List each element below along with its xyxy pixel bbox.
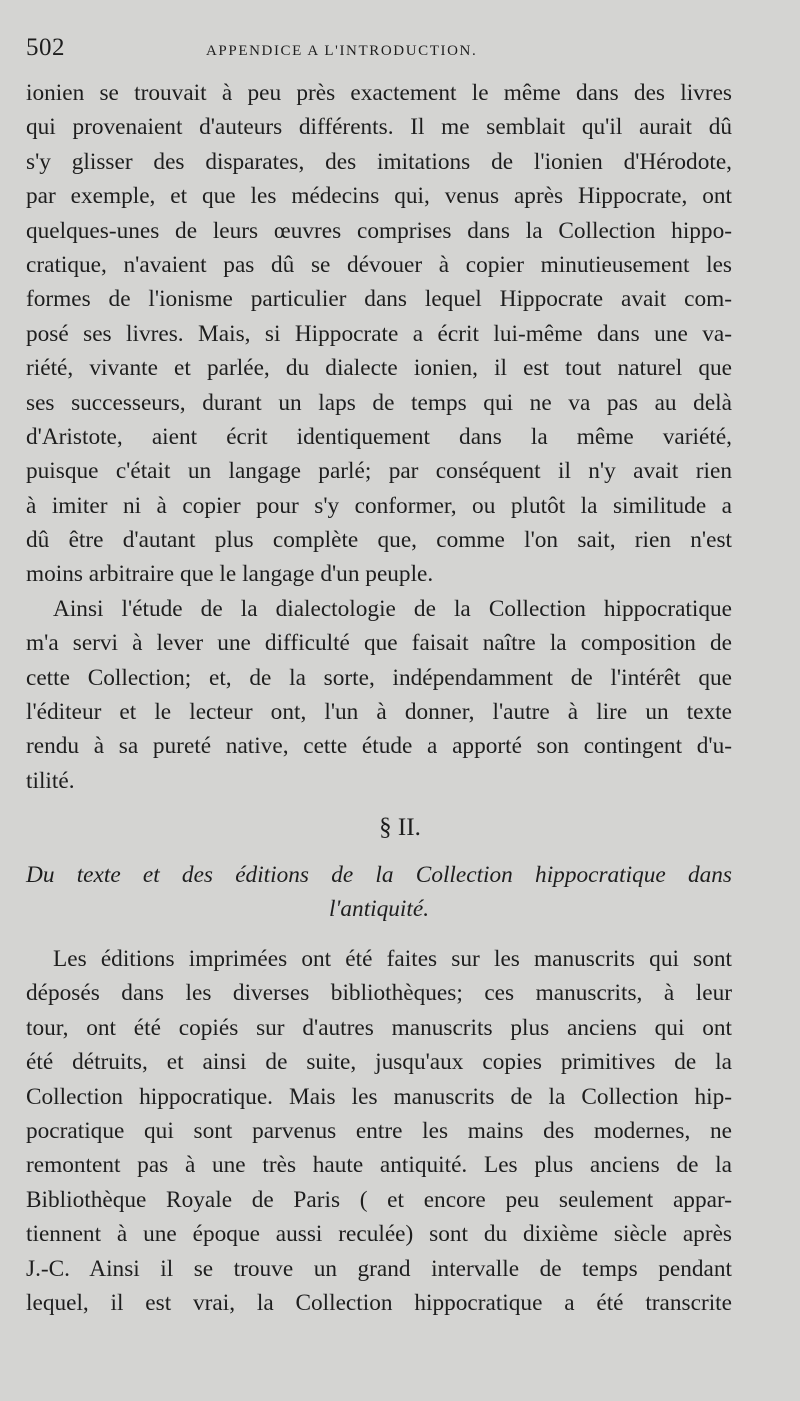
text-line: tilité. [26, 767, 75, 794]
text-line: Les éditions imprimées ont été faites sur les manuscrits qui sont [53, 946, 732, 972]
page-header [26, 34, 746, 66]
text-line: été détruits, et ainsi de suite, jusqu'aux copies primitives de la [26, 1049, 732, 1076]
paragraph-manuscripts [26, 942, 732, 1320]
paragraph-dialectology-conclusion [26, 76, 732, 798]
running-head: APPENDICE A L'INTRODUCTION. [206, 43, 478, 59]
text-line: cratique, n'avaient pas dû se dévouer à copier minutieusement les [26, 251, 732, 278]
text-line: dû être d'autant plus complète que, comme l'on sait, rien n'est [26, 527, 732, 554]
text-line: moins arbitraire que le langage d'un peuple. [26, 561, 434, 588]
text-line: Bibliothèque Royale de Paris ( et encore peu seulement appar- [26, 1186, 732, 1213]
text-line: quelques-unes de leurs œuvres comprises dans la Collection hippo- [26, 217, 732, 244]
text-line: Collection hippocratique. Mais les manuscrits de la Collection hip- [26, 1083, 732, 1110]
text-line: Ainsi l'étude de la dialectologie de la Collection hippocratique [53, 595, 732, 622]
text-line: puisque c'était un langage parlé; par conséquent il n'y avait rien [26, 458, 732, 485]
text-line: par exemple, et que les médecins qui, venus après Hippocrate, ont [26, 183, 732, 210]
text-line: qui provenaient d'auteurs différents. Il me semblait qu'il aurait dû [26, 114, 732, 141]
text-line: à imiter ni à copier pour s'y conformer, ou plutôt la similitude a [26, 492, 732, 519]
text-line: s'y glisser des disparates, des imitations de l'ionien d'Hérodote, [26, 148, 732, 175]
text-line: ionien se trouvait à peu près exactement le même dans des livres [26, 80, 732, 106]
text-line: lequel, il est vrai, la Collection hippocratique a été transcrite [26, 1289, 732, 1316]
text-line: rendu à sa pureté native, cette étude a apporté son contingent d'u- [26, 733, 732, 760]
section-title-line: Du texte et des éditions de la Collection hippocratique dans [26, 862, 732, 888]
section-heading: § II. [379, 814, 421, 841]
page-number: 502 [26, 34, 65, 61]
section-title [26, 858, 732, 926]
text-line: pocratique qui sont parvenus entre les mains des modernes, ne [26, 1117, 732, 1144]
text-line: formes de l'ionisme particulier dans lequel Hippocrate avait com- [26, 286, 732, 313]
text-line: ses successeurs, durant un laps de temps qui ne va pas au delà [26, 389, 732, 416]
text-line: m'a servi à lever une difficulté que faisait naître la composition de [26, 630, 732, 657]
text-line: posé ses livres. Mais, si Hippocrate a écrit lui-même dans une va- [26, 320, 732, 347]
text-line: tour, ont été copiés sur d'autres manuscrits plus anciens qui ont [26, 1014, 732, 1041]
text-line: l'éditeur et le lecteur ont, l'un à donner, l'autre à lire un texte [26, 699, 732, 726]
text-line: déposés dans les diverses bibliothèques; ces manuscrits, à leur [26, 980, 732, 1007]
section-title-line: l'antiquité. [328, 896, 430, 922]
text-line: cette Collection; et, de la sorte, indépendamment de l'intérêt que [26, 664, 732, 691]
text-line: riété, vivante et parlée, du dialecte ionien, il est tout naturel que [26, 355, 732, 382]
text-line: d'Aristote, aient écrit identiquement dans la même variété, [26, 423, 732, 450]
text-line: J.-C. Ainsi il se trouve un grand intervalle de temps pendant [26, 1255, 732, 1282]
text-line: tiennent à une époque aussi reculée) sont du dixième siècle après [26, 1221, 732, 1248]
text-line: remontent pas à une très haute antiquité. Les plus anciens de la [26, 1152, 732, 1179]
